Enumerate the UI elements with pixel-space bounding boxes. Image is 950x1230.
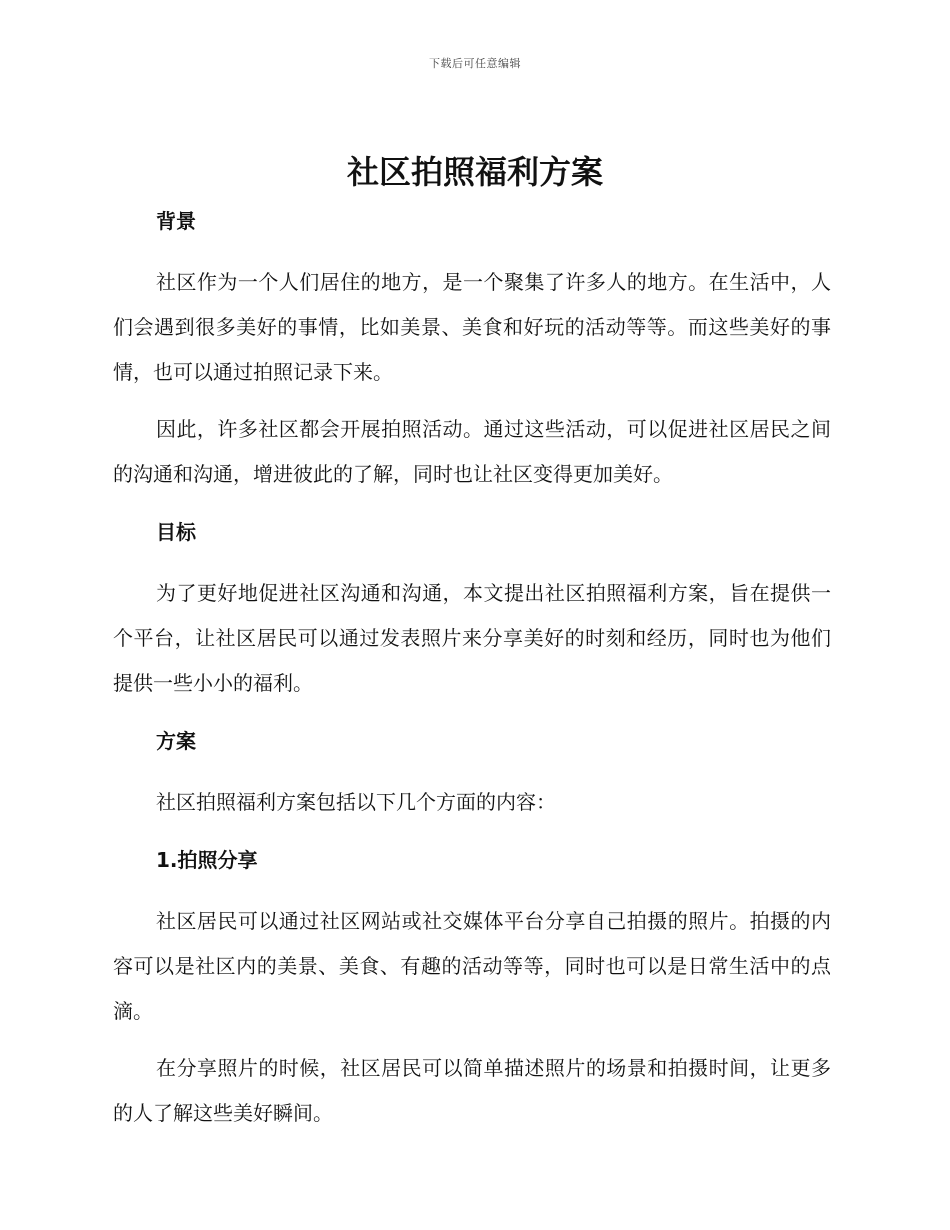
goal-paragraph-1: 为了更好地促进社区沟通和沟通，本文提出社区拍照福利方案，旨在提供一个平台，让社区居民可以通过发表照片来分享美好的时刻和经历，同时也为他们提供一些小小的福利。 [113,581,831,695]
background-paragraph-2: 因此，许多社区都会开展拍照活动。通过这些活动，可以促进社区居民之间的沟通和沟通，增进彼此的了解，同时也让社区变得更加美好。 [113,417,831,486]
background-paragraph-1: 社区作为一个人们居住的地方，是一个聚集了许多人的地方。在生活中，人们会遇到很多美好的事情，比如美景、美食和好玩的活动等等。而这些美好的事情，也可以通过拍照记录下来。 [113,270,831,384]
heading-photo-share: 1.拍照分享 [156,848,258,872]
plan-paragraph-1: 社区拍照福利方案包括以下几个方面的内容： [156,790,556,814]
heading-plan: 方案 [156,729,196,753]
heading-goal: 目标 [156,520,196,544]
heading-background: 背景 [156,209,196,233]
document-title: 社区拍照福利方案 [346,153,603,191]
header-note: 下载后可任意编辑 [429,57,521,70]
photo-share-paragraph-1: 社区居民可以通过社区网站或社交媒体平台分享自己拍摄的照片。拍摄的内容可以是社区内的美景、美食、有趣的活动等等，同时也可以是日常生活中的点滴。 [113,909,831,1023]
document-body [113,204,831,1136]
photo-share-paragraph-2: 在分享照片的时候，社区居民可以简单描述照片的场景和拍摄时间，让更多的人了解这些美好瞬间。 [113,1056,831,1125]
